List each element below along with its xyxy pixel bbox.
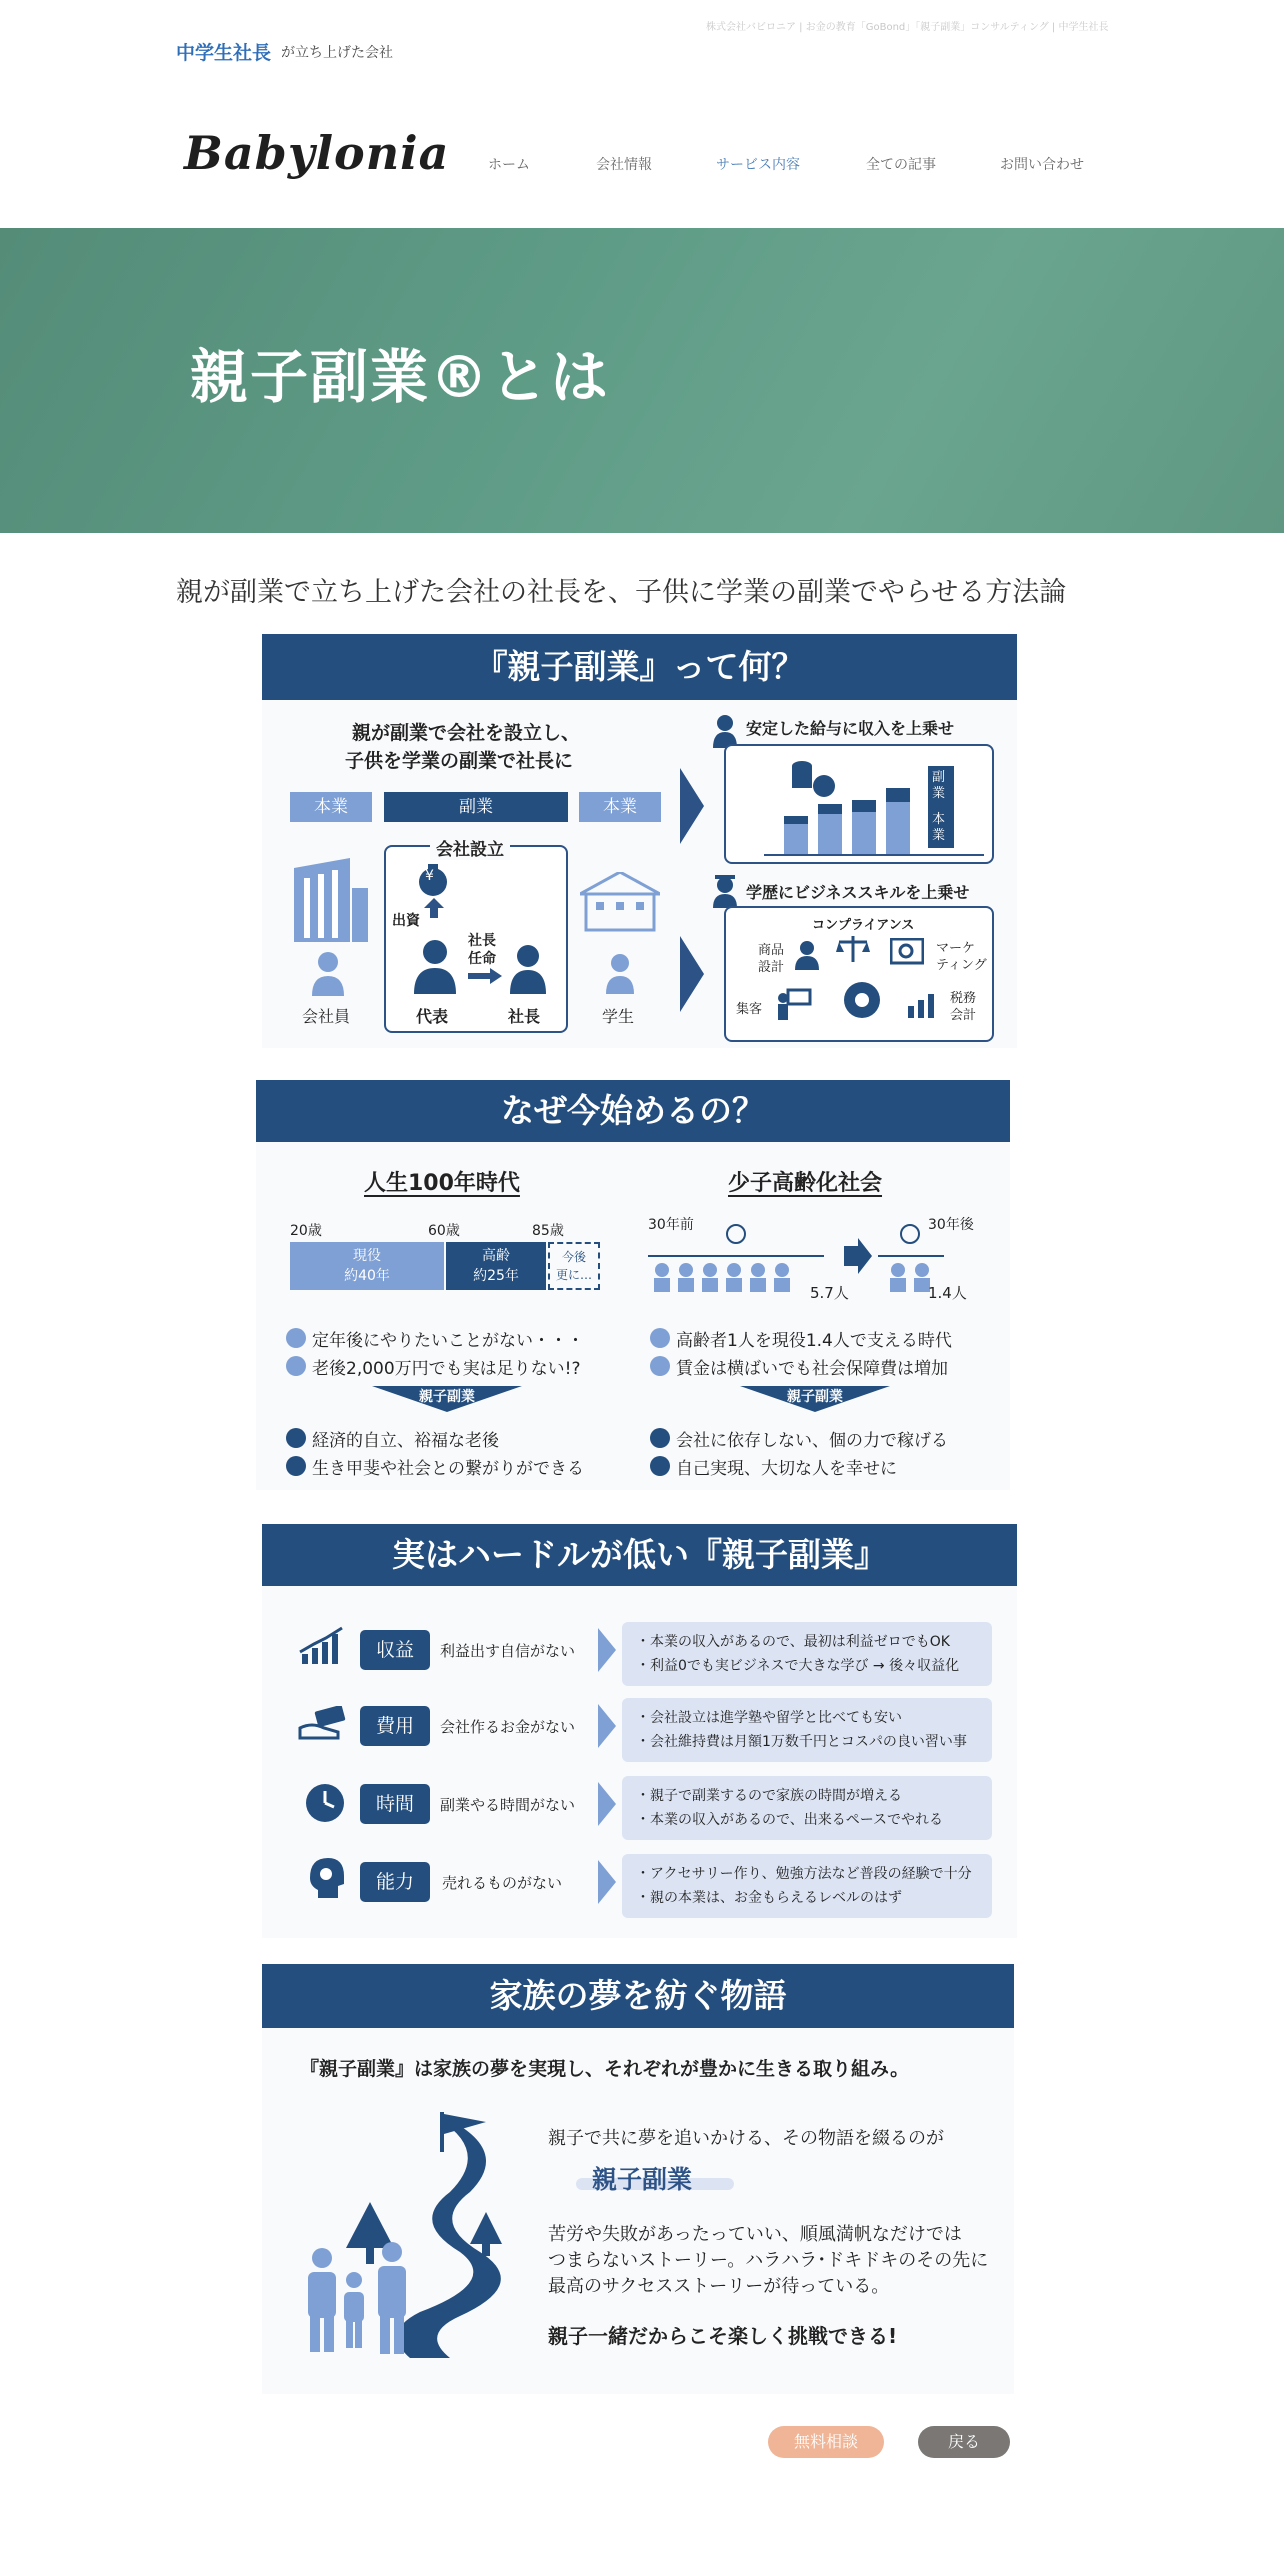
arrow-right-2-icon	[680, 936, 704, 1012]
hurdle-answer-cost	[622, 1698, 992, 1762]
hurdle-answer-ability-a: ・アクセサリー作り、勉強方法など普段の経験で十分	[636, 1866, 972, 1882]
right-benefit-1: 会社に依存しない、個の力で稼げる	[676, 1431, 948, 1451]
hurdle-label-ability: 能力	[360, 1862, 430, 1902]
bar-3-top	[852, 800, 876, 812]
label-employee: 会社員	[302, 1007, 351, 1026]
happy-face-2-icon	[286, 1456, 306, 1476]
section-title-why: なぜ今始めるの？	[256, 1080, 1010, 1142]
hurdle-label-revenue: 収益	[360, 1630, 430, 1670]
label-customers: 集客	[736, 1002, 763, 1017]
hurdle-answer-ability-b: ・親の本業は、お金もらえるレベルのはず	[636, 1890, 902, 1906]
what-caption-2: 子供を学業の副業で社長に	[345, 750, 574, 772]
bar-2-top	[818, 804, 842, 814]
r2-title: 学歴にビジネススキルを上乗せ	[746, 883, 970, 902]
hurdle-answer-ability	[622, 1854, 992, 1918]
office-building-icon	[290, 858, 370, 942]
story-line-5: 最高のサクセスストーリーが待っている。	[548, 2276, 890, 2297]
graduate-icon	[712, 874, 738, 908]
hurdle-answer-revenue	[622, 1622, 992, 1686]
ratio-after: 1.4人	[928, 1284, 967, 1302]
bar-3	[852, 808, 876, 854]
arrow-up-icon	[424, 898, 444, 918]
label-company-founding: 会社設立	[430, 835, 510, 860]
brand-accent[interactable]: 中学生社長	[176, 42, 272, 64]
idea-person-icon	[794, 940, 820, 970]
lead-text: 親が副業で立ち上げた会社の社長を、子供に学業の副業でやらせる方法論	[176, 577, 1067, 608]
left-funnel-label: 親子副業	[419, 1389, 475, 1405]
bar-active-years: 現役 約40年	[290, 1242, 444, 1290]
gear-head-icon	[842, 980, 882, 1020]
left-heading: 人生100年時代	[364, 1171, 520, 1196]
site-meta: 株式会社バビロニア | お金の教育「GoBond」「親子副業」コンサルティング | 中学生社長	[706, 22, 1109, 33]
family-path-illustration	[300, 2112, 510, 2358]
label-appoint-president: 社長 任命	[468, 933, 496, 967]
coins-icon	[790, 756, 836, 800]
page-title: 親子副業®とは	[190, 343, 611, 411]
section-title-hurdles: 実はハードルが低い『親子副業』	[262, 1524, 1017, 1586]
story-line-1: 親子で共に夢を追いかける、その物語を綴るのが	[548, 2128, 944, 2149]
money-hand-icon	[298, 1706, 350, 1740]
label-tax-accounting: 税務 会計	[950, 991, 977, 1023]
right-issue-1: 高齢者1人を現役1.4人で支える時代	[676, 1331, 952, 1351]
tag-fukugyo: 副業	[932, 770, 946, 801]
what-caption-1: 親が副業で会社を設立し、	[352, 722, 581, 744]
bar-1-top	[784, 816, 808, 824]
age-60: 60歳	[428, 1223, 460, 1239]
bar-4-top	[886, 788, 910, 802]
hurdle-label-cost: 費用	[360, 1706, 430, 1746]
happy-face-icon	[286, 1428, 306, 1448]
story-line-4: つまらないストーリー。ハラハラ･ドキドキのその先に	[548, 2250, 989, 2271]
story-subtitle: 『親子副業』は家族の夢を実現し、それぞれが豊かに生きる取り組み。	[300, 2058, 910, 2080]
person-icon	[712, 714, 738, 748]
hurdle-answer-time	[622, 1776, 992, 1840]
section-title-what: 『親子副業』って何？	[262, 634, 1017, 700]
worried-face-2-icon	[286, 1356, 306, 1376]
representative-icon	[412, 938, 458, 994]
section-title-story: 家族の夢を紡ぐ物語	[262, 1964, 1014, 2028]
arrow-right-icon	[468, 968, 502, 984]
left-issue-1: 定年後にやりたいことがない・・・	[312, 1331, 584, 1351]
right-benefit-2: 自己実現、大切な人を幸せに	[676, 1459, 897, 1479]
nav-services[interactable]: サービス内容	[716, 157, 800, 173]
nav-company[interactable]: 会社情報	[596, 157, 652, 173]
chevron-right-1-icon	[598, 1628, 616, 1672]
age-85: 85歳	[532, 1223, 564, 1239]
worried-face-icon	[286, 1328, 306, 1348]
story-line-3: 苦労や失敗があったっていい、順風満帆なだけでは	[548, 2224, 962, 2245]
bar-1	[784, 822, 808, 854]
happy-face-4-icon	[650, 1456, 670, 1476]
right-issue-2: 賃金は横ばいでも社会保障費は増加	[676, 1359, 948, 1379]
tag-honbu: 本業	[932, 812, 946, 843]
employee-icon	[310, 950, 346, 996]
search-screen-icon	[890, 938, 924, 968]
student-icon	[604, 952, 636, 994]
story-highlight-text: 親子副業	[592, 2165, 693, 2194]
worried-face-3-icon	[650, 1328, 670, 1348]
label-representative: 代表	[416, 1007, 449, 1026]
left-issue-2: 老後2,000万円でも実は足りない!?	[312, 1359, 581, 1379]
bar-future-years: 今後 更に…	[548, 1242, 600, 1290]
chart-axis	[764, 854, 984, 856]
label-product-design: 商品 設計	[758, 943, 785, 975]
hurdle-answer-cost-a: ・会社設立は進学塾や留学と比べても安い	[636, 1710, 902, 1726]
president-child-icon	[508, 944, 548, 994]
label-investment: 出資	[392, 913, 420, 929]
story-line-6: 親子一緒だからこそ楽しく挑戦できる!	[548, 2324, 898, 2348]
hurdle-worry-cost: 会社作るお金がない	[440, 1718, 576, 1736]
yen-symbol: ¥	[425, 868, 434, 884]
bar-4	[886, 796, 910, 854]
presentation-icon	[776, 988, 812, 1020]
chevron-right-2-icon	[598, 1704, 616, 1748]
hurdle-answer-time-b: ・本業の収入があるので、出来るペースでやれる	[636, 1812, 944, 1828]
back-button[interactable]: 戻る	[918, 2426, 1010, 2458]
worried-face-4-icon	[650, 1356, 670, 1376]
label-student: 学生	[602, 1007, 635, 1026]
label-30-years-later: 30年後	[928, 1217, 974, 1233]
hurdle-answer-revenue-b: ・利益0でも実ビジネスで大きな学び → 後々収益化	[636, 1658, 960, 1674]
nav-contact[interactable]: お問い合わせ	[1000, 157, 1084, 173]
logo[interactable]: Babylonia	[184, 126, 450, 180]
chip-honbu-left: 本業	[290, 792, 372, 822]
hurdle-answer-cost-b: ・会社維持費は月額1万数千円とコスパの良い習い事	[636, 1734, 967, 1750]
label-marketing: マーケ ティング	[936, 941, 987, 973]
left-benefit-2: 生き甲斐や社会との繋がりができる	[312, 1459, 584, 1479]
school-icon	[580, 872, 660, 932]
free-consultation-button[interactable]: 無料相談	[768, 2426, 884, 2458]
label-compliance: コンプライアンス	[812, 918, 915, 933]
brain-head-icon	[306, 1856, 346, 1900]
happy-face-3-icon	[650, 1428, 670, 1448]
nav-home[interactable]: ホーム	[488, 157, 530, 173]
r1-title: 安定した給与に収入を上乗せ	[746, 719, 955, 738]
hurdle-worry-time: 副業やる時間がない	[440, 1796, 576, 1814]
ratio-before: 5.7人	[810, 1284, 849, 1302]
left-benefit-1: 経済的自立、裕福な老後	[312, 1431, 499, 1451]
chip-fukugyo: 副業	[384, 792, 568, 822]
hurdle-worry-revenue: 利益出す自信がない	[440, 1642, 576, 1660]
chevron-right-3-icon	[598, 1782, 616, 1826]
brand-tagline: が立ち上げた会社	[281, 45, 393, 61]
label-president: 社長	[508, 1007, 541, 1026]
right-heading: 少子高齢化社会	[728, 1171, 883, 1196]
scales-icon	[836, 934, 870, 964]
hurdle-label-time: 時間	[360, 1784, 430, 1824]
hurdle-answer-time-a: ・親子で副業するので家族の時間が増える	[636, 1788, 902, 1804]
right-funnel-label: 親子副業	[787, 1389, 843, 1405]
chart-growth-icon	[906, 988, 940, 1018]
bar-elderly-years: 高齢 約25年	[446, 1242, 546, 1290]
label-30-years-ago: 30年前	[648, 1217, 694, 1233]
bar-2	[818, 810, 842, 854]
nav-articles[interactable]: 全ての記事	[866, 157, 936, 173]
clock-icon	[304, 1782, 346, 1824]
age-20: 20歳	[290, 1223, 322, 1239]
hurdle-worry-ability: 売れるものがない	[442, 1874, 563, 1892]
chevron-right-4-icon	[598, 1860, 616, 1904]
arrow-right-1-icon	[680, 768, 704, 844]
hurdle-answer-revenue-a: ・本業の収入があるので、最初は利益ゼロでもOK	[636, 1634, 950, 1650]
revenue-chart-icon	[298, 1626, 346, 1666]
chip-honbu-right: 本業	[579, 792, 661, 822]
